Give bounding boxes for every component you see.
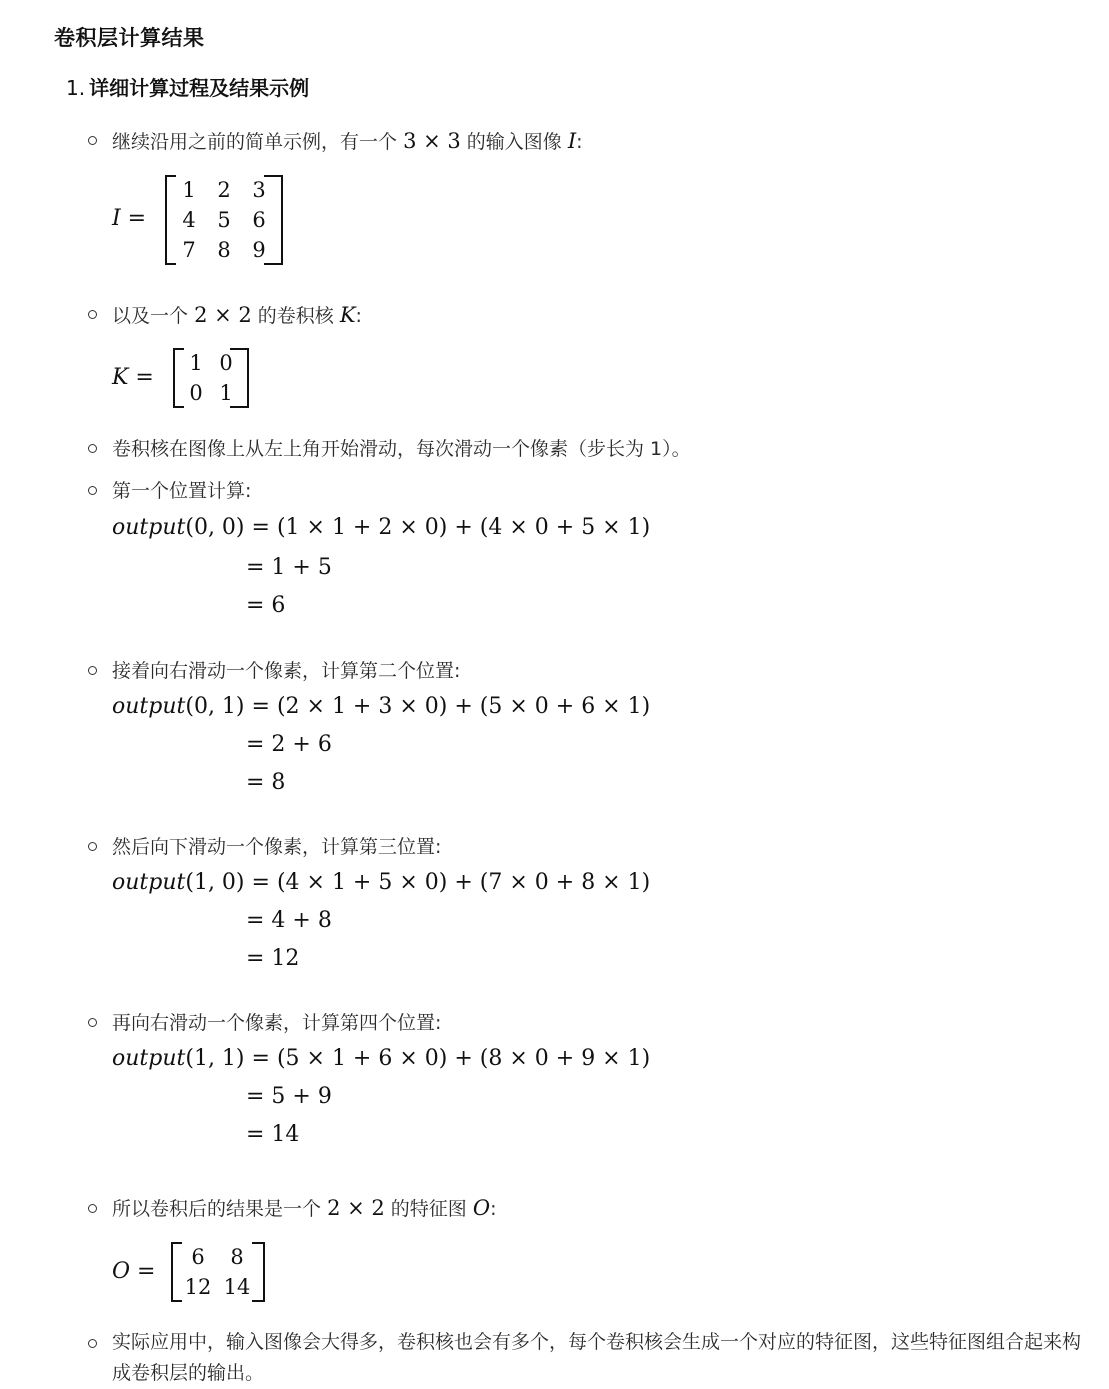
bullet-text-second-position: 接着向右滑动一个像素，计算第二个位置: — [112, 660, 461, 682]
text-segment: : — [576, 131, 583, 153]
matrix-O — [171, 1242, 265, 1302]
bracket-gap — [184, 347, 230, 351]
matrix-cell: 5 — [217, 208, 231, 232]
math-args: (0, 1) — [185, 694, 245, 719]
list-item-heading: 详细计算过程及结果示例 — [89, 76, 310, 100]
math-inline: 3 × 3 — [403, 129, 461, 153]
text-segment: 的卷积核 — [257, 305, 334, 327]
page-title: 卷积层计算结果 — [54, 26, 205, 50]
equation-1-line2: = 2 + 6 — [246, 732, 332, 757]
matrix-cell: 7 — [182, 238, 196, 262]
text-segment: 继续沿用之前的简单示例，有一个 — [112, 131, 398, 153]
bracket-gap — [176, 174, 264, 178]
math-inline: 2 × 2 — [327, 1196, 385, 1220]
matrix-cell: 12 — [184, 1275, 212, 1299]
bullet-text-first-position: 第一个位置计算: — [112, 480, 252, 502]
matrix-cell: 0 — [189, 381, 203, 405]
bullet-text-fourth-position: 再向右滑动一个像素，计算第四个位置: — [112, 1012, 442, 1034]
text-segment: 的输入图像 — [466, 131, 562, 153]
equation-2-line1 — [112, 870, 650, 895]
bullet-text-sliding: 卷积核在图像上从左上角开始滑动，每次滑动一个像素（步长为 1）。 — [112, 438, 691, 460]
math-function: output — [112, 1046, 186, 1071]
bullet-icon — [88, 444, 97, 453]
math-function: output — [112, 515, 186, 540]
matrix-label: K = — [112, 365, 154, 390]
matrix-cell: 1 — [189, 351, 203, 375]
matrix-cell: 3 — [252, 178, 266, 202]
bullet-icon — [88, 1339, 97, 1348]
equation-2-line3: = 12 — [246, 946, 300, 971]
math-args: (0, 0) — [185, 515, 245, 540]
matrix-label: O = — [112, 1259, 156, 1284]
matrix-cell: 8 — [217, 238, 231, 262]
bullet-text-kernel — [112, 301, 362, 328]
math-expression: = (2 × 1 + 3 × 0) + (5 × 0 + 6 × 1) — [251, 694, 651, 719]
math-expression: = (1 × 1 + 2 × 0) + (4 × 0 + 5 × 1) — [251, 515, 651, 540]
math-variable: K — [339, 303, 356, 327]
bullet-text-practical: 实际应用中，输入图像会大得多，卷积核也会有多个，每个卷积核会生成一个对应的特征图，这些特征图组合起来构成卷积层的输出。 — [112, 1331, 1082, 1384]
matrix-cell: 1 — [182, 178, 196, 202]
equation-3-line2: = 5 + 9 — [246, 1084, 332, 1109]
bracket-gap — [182, 1300, 252, 1304]
bracket-gap — [182, 1241, 252, 1245]
bullet-text-input-image — [112, 127, 583, 154]
math-function: output — [112, 694, 186, 719]
bracket-gap — [176, 263, 264, 267]
matrix-cell: 9 — [252, 238, 266, 262]
text-segment: : — [490, 1198, 497, 1220]
matrix-K — [173, 348, 249, 408]
math-expression: = (4 × 1 + 5 × 0) + (7 × 0 + 8 × 1) — [251, 870, 651, 895]
matrix-cell: 0 — [219, 351, 233, 375]
matrix-lhs-O — [112, 1259, 155, 1284]
bullet-icon — [88, 666, 97, 675]
list-number: 1. — [66, 76, 86, 100]
matrix-cell: 1 — [219, 381, 233, 405]
matrix-cell: 14 — [223, 1275, 251, 1299]
matrix-cell: 4 — [182, 208, 196, 232]
math-variable: I — [567, 129, 577, 153]
equation-0-line1 — [112, 515, 650, 540]
equation-2-line2: = 4 + 8 — [246, 908, 332, 933]
text-segment: 的特征图 — [390, 1198, 467, 1220]
bullet-icon — [88, 842, 97, 851]
bullet-icon — [88, 1204, 97, 1213]
bullet-icon — [88, 310, 97, 319]
equation-3-line1 — [112, 1046, 650, 1071]
matrix-lhs-K — [112, 365, 154, 390]
math-inline: 2 × 2 — [194, 303, 252, 327]
text-segment: 所以卷积后的结果是一个 — [112, 1198, 322, 1220]
math-args: (1, 1) — [185, 1046, 245, 1071]
equation-1-line1 — [112, 694, 650, 719]
matrix-cell: 6 — [191, 1245, 205, 1269]
equation-1-line3: = 8 — [246, 770, 286, 795]
bullet-text-third-position: 然后向下滑动一个像素，计算第三位置: — [112, 836, 442, 858]
math-expression: = (5 × 1 + 6 × 0) + (8 × 0 + 9 × 1) — [251, 1046, 651, 1071]
matrix-label: I = — [112, 206, 147, 231]
equation-3-line3: = 14 — [246, 1122, 300, 1147]
math-args: (1, 0) — [185, 870, 245, 895]
bracket-gap — [184, 406, 230, 410]
matrix-lhs-I — [112, 206, 146, 231]
math-function: output — [112, 870, 186, 895]
ordered-list-item — [66, 72, 309, 101]
bullet-text-feature-map — [112, 1194, 496, 1221]
matrix-cell: 6 — [252, 208, 266, 232]
matrix-cell: 8 — [230, 1245, 244, 1269]
matrix-I — [165, 175, 283, 265]
math-variable: O — [472, 1196, 491, 1220]
bullet-icon — [88, 486, 97, 495]
equation-0-line3: = 6 — [246, 593, 286, 618]
matrix-cell: 2 — [217, 178, 231, 202]
bullet-icon — [88, 136, 97, 145]
text-segment: : — [355, 305, 362, 327]
bullet-icon — [88, 1018, 97, 1027]
equation-0-line2: = 1 + 5 — [246, 555, 332, 580]
text-segment: 以及一个 — [112, 305, 189, 327]
